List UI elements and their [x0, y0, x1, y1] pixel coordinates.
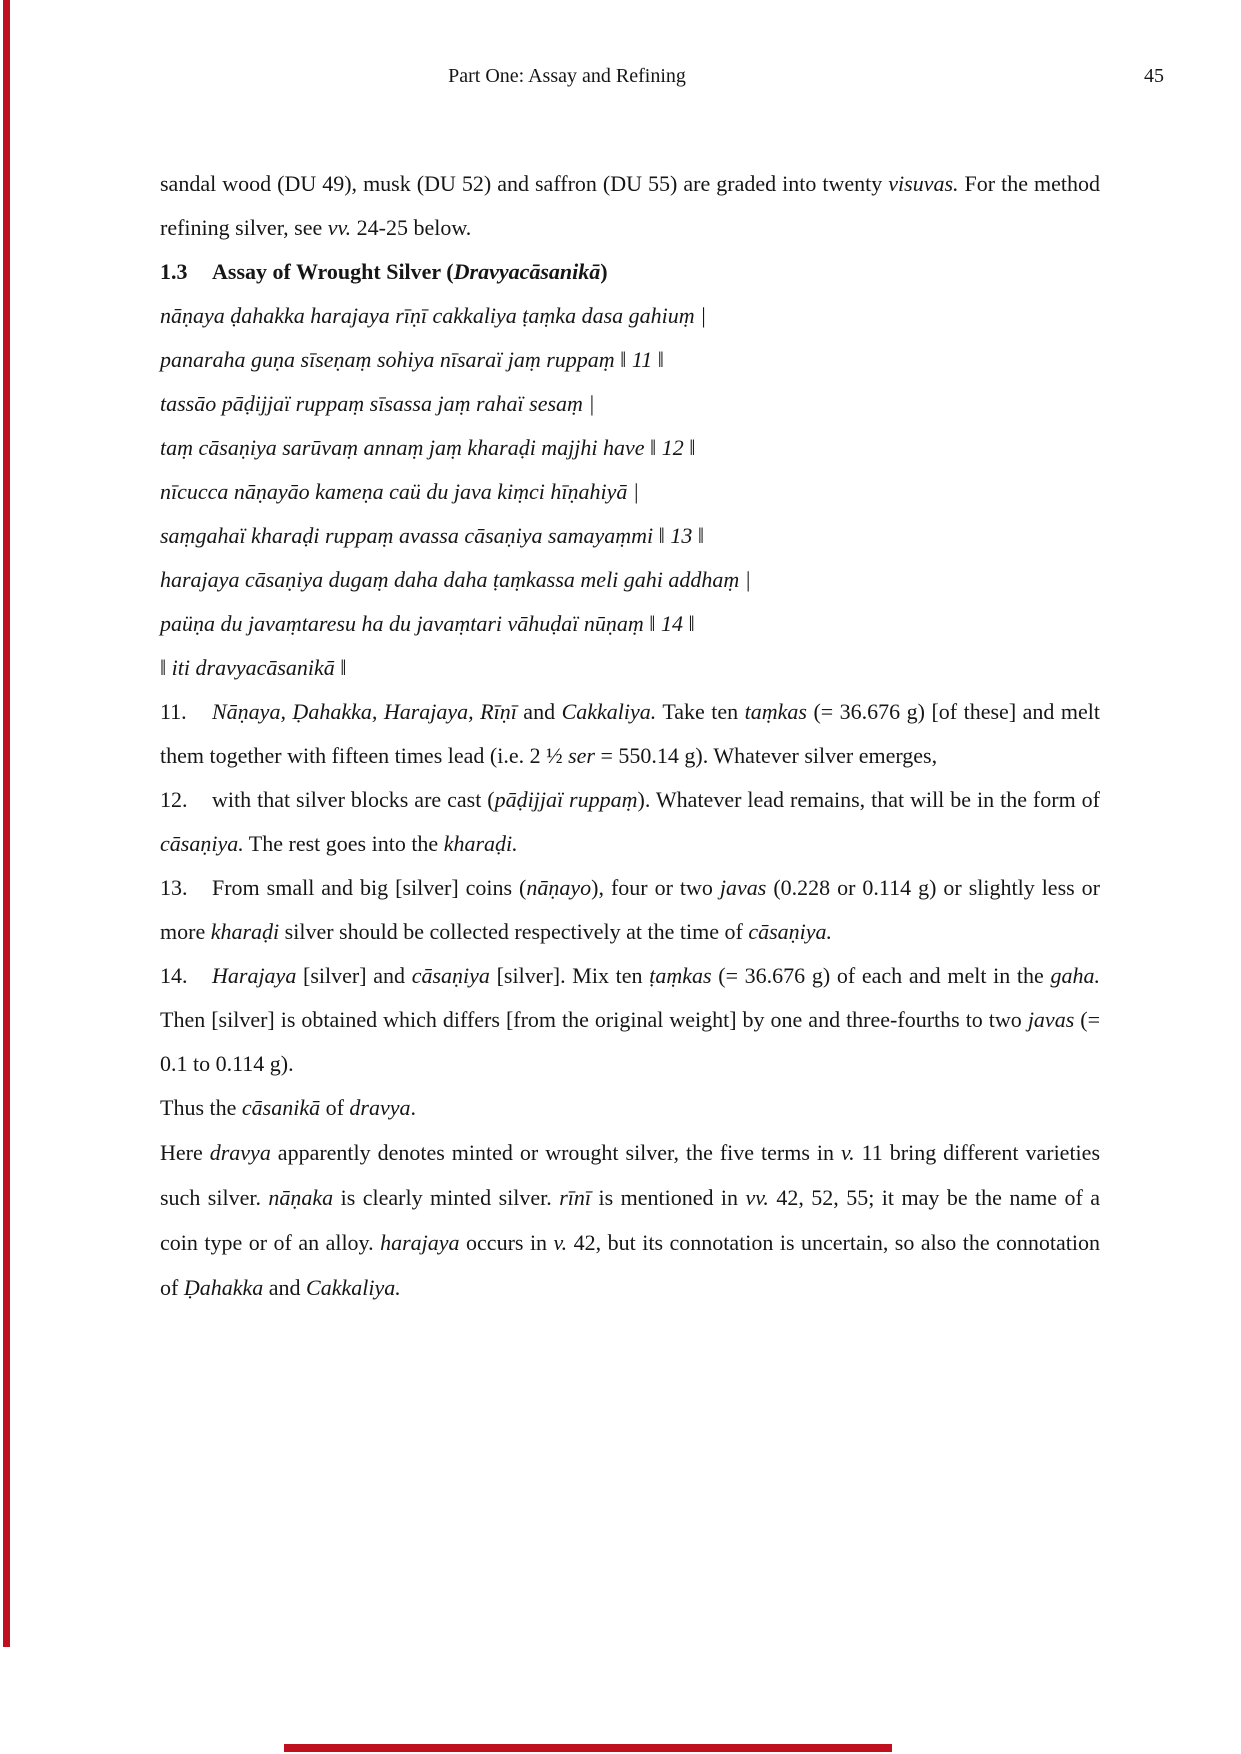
translation-text-13: From small and big [silver] coins (nāṇayo), four or two javas (0.228 or 0.114 g) or slightly less or more kharaḍi silver should be collected respectively at the time of cāsaṇiya.: [160, 875, 1101, 944]
translation-number-13: 13.: [160, 875, 188, 900]
verse-line-14a: harajaya cāsaṇiya dugaṃ daha daha ṭaṃkassa meli gahi addhaṃ |: [160, 567, 751, 592]
translation-paragraph-14: [160, 954, 1100, 1086]
translation-number-14: 14.: [160, 963, 188, 988]
translation-text-14: Harajaya [silver] and cāsaṇiya [silver]. Mix ten ṭaṃkas (= 36.676 g) of each and melt in the gaha. Then [silver] is obtained which differs [from the original weight] by one and three-fourths to two javas (= 0.1 to 0.114 g).: [160, 963, 1100, 1076]
translation-text-12: with that silver blocks are cast (pāḍijjaï ruppaṃ). Whatever lead remains, that will be in the form of cāsaṇiya. The rest goes into the kharaḍi.: [160, 787, 1100, 856]
verse-line-14b: paüṇa du javaṃtaresu ha du javaṃtari vāhuḍaï nūṇaṃ ‖ 14 ‖: [160, 611, 695, 636]
verse-block: [160, 294, 1100, 690]
verse-line-12b: taṃ cāsaṇiya sarūvaṃ annaṃ jaṃ kharaḍi majjhi have ‖ 12 ‖: [160, 435, 696, 460]
section-number: 1.3: [160, 259, 188, 284]
verse-line-12a: tassāo pāḍijjaï ruppaṃ sīsassa jaṃ rahaï sesaṃ |: [160, 391, 595, 416]
red-annotation-line-vertical: [3, 0, 10, 1647]
red-annotation-line-horizontal: [284, 1744, 892, 1752]
closing-line: Thus the cāsanikā of dravya.: [160, 1095, 417, 1120]
intro-paragraph: sandal wood (DU 49), musk (DU 52) and saffron (DU 55) are graded into twenty visuvas. For the method refining silver, see vv. 24-25 below.: [160, 171, 1100, 240]
commentary-paragraph: Here dravya apparently denotes minted or wrought silver, the five terms in v. 11 bring different varieties such silver. nāṇaka is clearly minted silver. rīnī is mentioned in vv. 42, 52, 55; it may be the name of a coin type or of an alloy. harajaya occurs in v. 42, but its connotation is uncertain, so also the connotation of Ḍahakka and Cakkaliya.: [160, 1140, 1100, 1300]
verse-line-11b: panaraha guṇa sīseṇaṃ sohiya nīsaraï jaṃ ruppaṃ ‖ 11 ‖: [160, 347, 664, 372]
running-header: Part One: Assay and Refining: [448, 65, 686, 87]
verse-line-13a: nīcucca nāṇayāo kameṇa caü du java kiṃci hīṇahiyā |: [160, 479, 639, 504]
translation-paragraph-13: [160, 866, 1100, 954]
translation-number-11: 11.: [160, 699, 187, 724]
section-heading: [160, 250, 1100, 294]
verse-colophon-line: ‖ iti dravyacāsanikā ‖: [160, 655, 347, 680]
page-number: 45: [1144, 65, 1164, 87]
verse-line-11a: nāṇaya ḍahakka harajaya rīṇī cakkaliya ṭaṃka dasa gahiuṃ |: [160, 303, 707, 328]
translation-paragraph-11: [160, 690, 1100, 778]
translation-number-12: 12.: [160, 787, 188, 812]
page-content: [160, 162, 1100, 1310]
translation-text-11: Nāṇaya, Ḍahakka, Harajaya, Rīṇī and Cakkaliya. Take ten taṃkas (= 36.676 g) [of these] and melt them together with fifteen times lead (i.e. 2 ½ ser = 550.14 g). Whatever silver emerges,: [160, 699, 1100, 768]
translation-paragraph-12: [160, 778, 1100, 866]
verse-line-13b: saṃgahaï kharaḍi ruppaṃ avassa cāsaṇiya samayaṃmi ‖ 13 ‖: [160, 523, 704, 548]
section-title: Assay of Wrought Silver (Dravyacāsanikā): [212, 259, 608, 284]
